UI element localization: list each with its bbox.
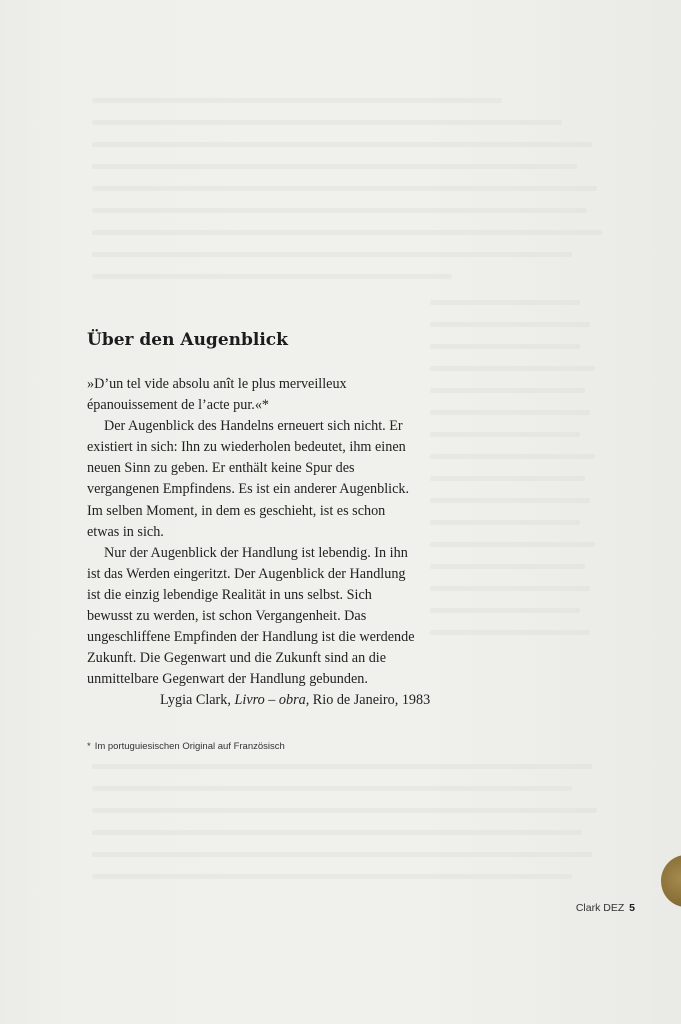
folio-label: Clark DEZ — [575, 902, 625, 914]
quote-paragraph-1: Der Augenblick des Handelns erneuert sich nicht. Er existiert in sich: Ihn zu wiederholen bedeutet, ihm einen neuen Sinn zu geben. Er enthält keine Spur des vergangenen Empfindens. Es ist ein anderer Augenblick. Im selben Moment, in dem es geschieht, ist es schon etwas in sich. — [87, 418, 410, 540]
footnote — [87, 741, 285, 752]
page-folio — [576, 902, 635, 914]
page-number: 5 — [629, 902, 635, 914]
quote-paragraph-2: Nur der Augenblick der Handlung ist lebendig. In ihn ist das Werden eingeritzt. Der Augenblick der Handlung ist die einzig lebendige Realität in uns selbst. Sich bewusst zu werden, ist schon Vergangenheit. Das ungeschliffene Empfinden der Handlung ist die werdende Zukunft. Die Gegenwart und die Zukunft sind an die unmittelbare Gegenwart der Handlung gebunden. — [87, 544, 415, 688]
attribution-author: Lygia Clark, — [160, 692, 231, 708]
attribution-place-year: Rio de Janeiro, 1983 — [312, 692, 431, 708]
quote-body — [87, 374, 417, 690]
attribution — [160, 692, 430, 709]
footnote-marker: * — [87, 741, 91, 752]
section-title: Über den Augenblick — [87, 330, 288, 350]
attribution-work: Livro – obra, — [234, 692, 310, 708]
footnote-text: Im portuguiesischen Original auf Französisch — [94, 741, 285, 752]
quote-opening: »D’un tel vide absolu anît le plus merveilleux épanouissement de l’acte pur.«* — [87, 376, 347, 414]
thumb-tab-marker — [661, 855, 681, 907]
